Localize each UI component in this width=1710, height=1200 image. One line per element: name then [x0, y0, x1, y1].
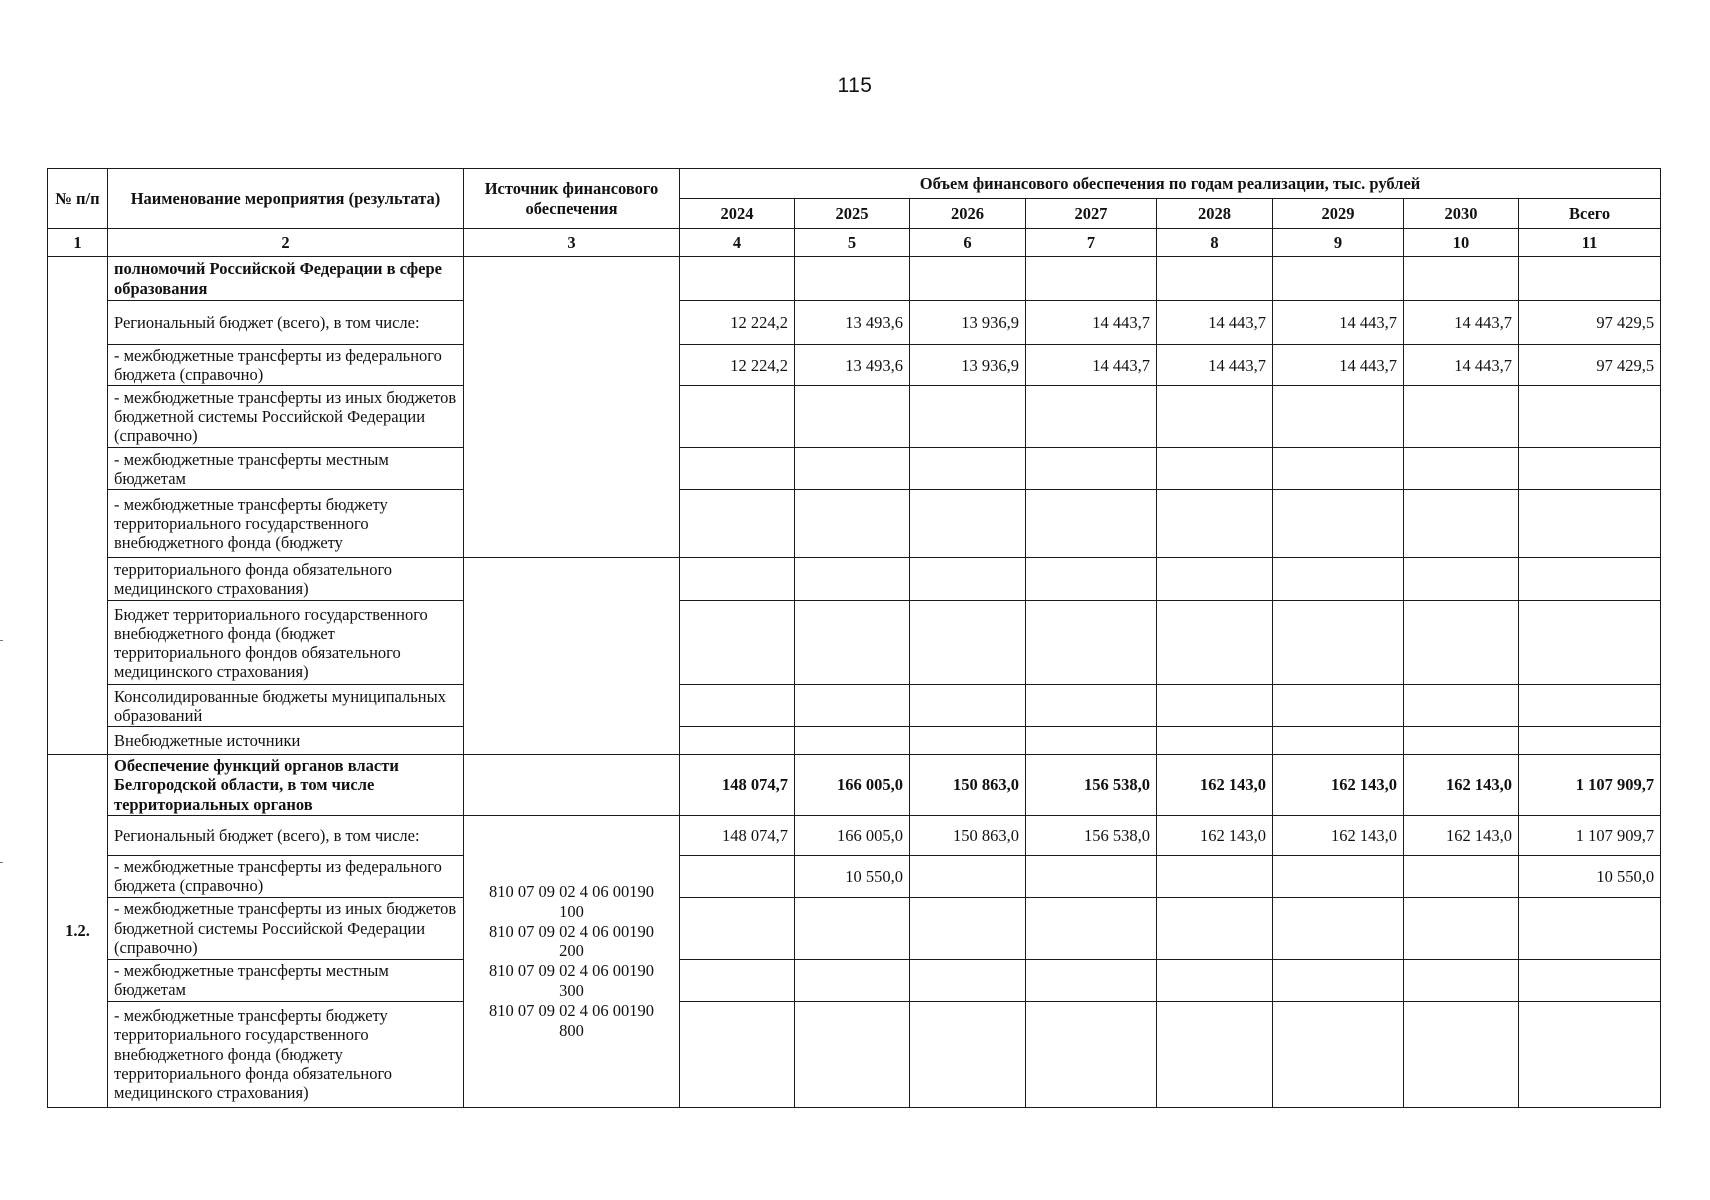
- measure-name: - межбюджетные трансферты из федерального бюджета (справочно): [108, 345, 464, 386]
- measure-name: - межбюджетные трансферты бюджету территориального государственного внебюджетного фонда (бюджету: [108, 490, 464, 558]
- year-value: [1157, 490, 1273, 558]
- year-value: [1157, 558, 1273, 601]
- table-row: [48, 897, 1661, 959]
- total-value: [1519, 959, 1661, 1001]
- table-row: [48, 959, 1661, 1001]
- year-value: 13 493,6: [795, 301, 910, 345]
- year-value: 162 143,0: [1404, 815, 1519, 855]
- year-value: [680, 1001, 795, 1107]
- total-value: 97 429,5: [1519, 301, 1661, 345]
- measure-name: - межбюджетные трансферты из иных бюджетов бюджетной системы Российской Федерации (справочно): [108, 897, 464, 959]
- header-year: 2030: [1404, 199, 1519, 229]
- year-value: [1026, 490, 1157, 558]
- measure-name: - межбюджетные трансферты из федерального бюджета (справочно): [108, 855, 464, 897]
- header-name: Наименование мероприятия (результата): [108, 169, 464, 229]
- year-value: 13 936,9: [910, 301, 1026, 345]
- year-value: [1404, 855, 1519, 897]
- table-row: [48, 755, 1661, 815]
- column-number: 5: [795, 229, 910, 257]
- year-value: 14 443,7: [1026, 301, 1157, 345]
- year-value: [910, 386, 1026, 448]
- source-code-line: 810 07 09 02 4 06 00190: [489, 961, 654, 981]
- year-value: [910, 685, 1026, 727]
- measure-name: полномочий Российской Федерации в сфере образования: [108, 257, 464, 301]
- year-value: [1404, 1001, 1519, 1107]
- year-value: 162 143,0: [1273, 755, 1404, 815]
- year-value: [795, 386, 910, 448]
- table-row: [48, 257, 1661, 301]
- year-value: 14 443,7: [1273, 345, 1404, 386]
- year-value: 162 143,0: [1404, 755, 1519, 815]
- year-value: [910, 727, 1026, 755]
- source-cell: [464, 558, 680, 755]
- year-value: [1404, 448, 1519, 490]
- year-value: [1273, 490, 1404, 558]
- header-column-numbers: [48, 229, 1661, 257]
- header-year: 2029: [1273, 199, 1404, 229]
- year-value: [910, 855, 1026, 897]
- year-value: [795, 727, 910, 755]
- total-value: [1519, 448, 1661, 490]
- year-value: [795, 257, 910, 301]
- year-value: [1026, 855, 1157, 897]
- table-row: [48, 815, 1661, 855]
- year-value: [1404, 727, 1519, 755]
- year-value: [1026, 558, 1157, 601]
- year-value: 166 005,0: [795, 755, 910, 815]
- total-value: 97 429,5: [1519, 345, 1661, 386]
- year-value: [1026, 386, 1157, 448]
- source-code-line: 200: [559, 941, 584, 961]
- scan-edge-mark: [0, 640, 3, 641]
- source-code-line: 100: [559, 901, 584, 921]
- source-cell: [464, 755, 680, 815]
- year-value: [680, 897, 795, 959]
- year-value: [1026, 897, 1157, 959]
- year-value: 14 443,7: [1404, 345, 1519, 386]
- column-number: 8: [1157, 229, 1273, 257]
- header-source: Источник финансового обеспечения: [464, 169, 680, 229]
- year-value: [1157, 685, 1273, 727]
- header-year: 2024: [680, 199, 795, 229]
- year-value: [1157, 386, 1273, 448]
- column-number: 2: [108, 229, 464, 257]
- table-row: [48, 490, 1661, 558]
- header-year: 2025: [795, 199, 910, 229]
- column-number: 10: [1404, 229, 1519, 257]
- row-number: 1.2.: [48, 755, 108, 1107]
- year-value: [1157, 727, 1273, 755]
- financing-table: [47, 168, 1661, 1108]
- year-value: 148 074,7: [680, 815, 795, 855]
- year-value: [680, 558, 795, 601]
- source-code-line: 810 07 09 02 4 06 00190: [489, 881, 654, 901]
- year-value: [1273, 386, 1404, 448]
- year-value: [1273, 257, 1404, 301]
- year-value: [1026, 448, 1157, 490]
- year-value: [1157, 1001, 1273, 1107]
- year-value: [795, 959, 910, 1001]
- total-value: [1519, 685, 1661, 727]
- year-value: [910, 558, 1026, 601]
- year-value: [680, 685, 795, 727]
- year-value: [1273, 897, 1404, 959]
- measure-name: - межбюджетные трансферты из иных бюджетов бюджетной системы Российской Федерации (справочно): [108, 386, 464, 448]
- measure-name: - межбюджетные трансферты местным бюджетам: [108, 959, 464, 1001]
- year-value: [910, 601, 1026, 685]
- table-row: [48, 727, 1661, 755]
- table-row: [48, 386, 1661, 448]
- year-value: [680, 601, 795, 685]
- year-value: 10 550,0: [795, 855, 910, 897]
- table-body: [48, 257, 1661, 1108]
- measure-name: территориального фонда обязательного медицинского страхования): [108, 558, 464, 601]
- year-value: 156 538,0: [1026, 815, 1157, 855]
- year-value: [795, 685, 910, 727]
- total-value: [1519, 727, 1661, 755]
- year-value: 13 493,6: [795, 345, 910, 386]
- measure-name: - межбюджетные трансферты местным бюджетам: [108, 448, 464, 490]
- year-value: [1157, 959, 1273, 1001]
- year-value: [1404, 490, 1519, 558]
- year-value: [1404, 685, 1519, 727]
- header-year: 2028: [1157, 199, 1273, 229]
- year-value: [1273, 727, 1404, 755]
- total-value: 1 107 909,7: [1519, 755, 1661, 815]
- year-value: [1026, 959, 1157, 1001]
- year-value: [1404, 386, 1519, 448]
- year-value: [1157, 448, 1273, 490]
- year-value: [910, 1001, 1026, 1107]
- table-row: [48, 1001, 1661, 1107]
- year-value: [1273, 855, 1404, 897]
- year-value: [1273, 959, 1404, 1001]
- source-code-line: 800: [559, 1020, 584, 1040]
- source-code-line: 300: [559, 980, 584, 1000]
- year-value: 162 143,0: [1157, 815, 1273, 855]
- year-value: 14 443,7: [1273, 301, 1404, 345]
- year-value: [910, 897, 1026, 959]
- year-value: [795, 1001, 910, 1107]
- year-value: [680, 386, 795, 448]
- column-number: 11: [1519, 229, 1661, 257]
- year-value: [1273, 685, 1404, 727]
- header-num: № п/п: [48, 169, 108, 229]
- column-number: 4: [680, 229, 795, 257]
- header-total: Всего: [1519, 199, 1661, 229]
- year-value: [910, 257, 1026, 301]
- column-number: 9: [1273, 229, 1404, 257]
- year-value: 12 224,2: [680, 301, 795, 345]
- total-value: [1519, 897, 1661, 959]
- total-value: [1519, 1001, 1661, 1107]
- year-value: [1157, 855, 1273, 897]
- year-value: 14 443,7: [1026, 345, 1157, 386]
- year-value: [1404, 601, 1519, 685]
- year-value: [1404, 897, 1519, 959]
- year-value: [1026, 601, 1157, 685]
- year-value: [1157, 257, 1273, 301]
- year-value: [1026, 727, 1157, 755]
- total-value: [1519, 257, 1661, 301]
- year-value: 14 443,7: [1157, 301, 1273, 345]
- year-value: [795, 448, 910, 490]
- year-value: [680, 855, 795, 897]
- year-value: [1026, 685, 1157, 727]
- column-number: 1: [48, 229, 108, 257]
- year-value: [1157, 897, 1273, 959]
- measure-name: Бюджет территориального государственного внебюджетного фонда (бюджет территориального фондов обязательного медицинского страхования): [108, 601, 464, 685]
- total-value: [1519, 490, 1661, 558]
- year-value: [1273, 558, 1404, 601]
- year-value: 162 143,0: [1273, 815, 1404, 855]
- measure-name: Обеспечение функций органов власти Белгородской области, в том числе территориальных органов: [108, 755, 464, 815]
- year-value: 13 936,9: [910, 345, 1026, 386]
- year-value: 14 443,7: [1404, 301, 1519, 345]
- scan-edge-mark: [0, 862, 3, 863]
- year-value: [680, 727, 795, 755]
- table-row: [48, 345, 1661, 386]
- header-year: 2027: [1026, 199, 1157, 229]
- header-year: 2026: [910, 199, 1026, 229]
- year-value: [680, 490, 795, 558]
- total-value: [1519, 558, 1661, 601]
- year-value: 156 538,0: [1026, 755, 1157, 815]
- total-value: [1519, 386, 1661, 448]
- year-value: [795, 558, 910, 601]
- year-value: 162 143,0: [1157, 755, 1273, 815]
- row-number: [48, 257, 108, 755]
- column-number: 6: [910, 229, 1026, 257]
- source-code-line: 810 07 09 02 4 06 00190: [489, 1000, 654, 1020]
- year-value: 150 863,0: [910, 815, 1026, 855]
- year-value: [795, 601, 910, 685]
- year-value: 148 074,7: [680, 755, 795, 815]
- table-row: [48, 601, 1661, 685]
- table-row: [48, 301, 1661, 345]
- table-row: [48, 448, 1661, 490]
- year-value: [910, 490, 1026, 558]
- source-cell: [464, 257, 680, 558]
- year-value: 166 005,0: [795, 815, 910, 855]
- year-value: [680, 257, 795, 301]
- year-value: [1026, 1001, 1157, 1107]
- year-value: 12 224,2: [680, 345, 795, 386]
- year-value: [1404, 558, 1519, 601]
- year-value: [1273, 601, 1404, 685]
- year-value: [795, 490, 910, 558]
- column-number: 7: [1026, 229, 1157, 257]
- year-value: [910, 959, 1026, 1001]
- year-value: 14 443,7: [1157, 345, 1273, 386]
- year-value: [1026, 257, 1157, 301]
- total-value: [1519, 601, 1661, 685]
- year-value: [680, 959, 795, 1001]
- year-value: [680, 448, 795, 490]
- measure-name: Региональный бюджет (всего), в том числе:: [108, 815, 464, 855]
- source-code-line: 810 07 09 02 4 06 00190: [489, 921, 654, 941]
- year-value: 150 863,0: [910, 755, 1026, 815]
- year-value: [1273, 448, 1404, 490]
- header-row-1: [48, 169, 1661, 199]
- total-value: 1 107 909,7: [1519, 815, 1661, 855]
- year-value: [795, 897, 910, 959]
- year-value: [1404, 959, 1519, 1001]
- year-value: [1404, 257, 1519, 301]
- total-value: 10 550,0: [1519, 855, 1661, 897]
- measure-name: Региональный бюджет (всего), в том числе:: [108, 301, 464, 345]
- column-number: 3: [464, 229, 680, 257]
- year-value: [1273, 1001, 1404, 1107]
- measure-name: Внебюджетные источники: [108, 727, 464, 755]
- source-codes: [464, 815, 680, 1107]
- year-value: [1157, 601, 1273, 685]
- table-row: [48, 685, 1661, 727]
- page-number: 115: [837, 74, 873, 97]
- measure-name: - межбюджетные трансферты бюджету территориального государственного внебюджетного фонда (бюджету территориального фонда обязательного медицинского страхования): [108, 1001, 464, 1107]
- year-value: [910, 448, 1026, 490]
- header-volume: Объем финансового обеспечения по годам реализации, тыс. рублей: [680, 169, 1661, 199]
- table-row: [48, 855, 1661, 897]
- table-row: [48, 558, 1661, 601]
- measure-name: Консолидированные бюджеты муниципальных образований: [108, 685, 464, 727]
